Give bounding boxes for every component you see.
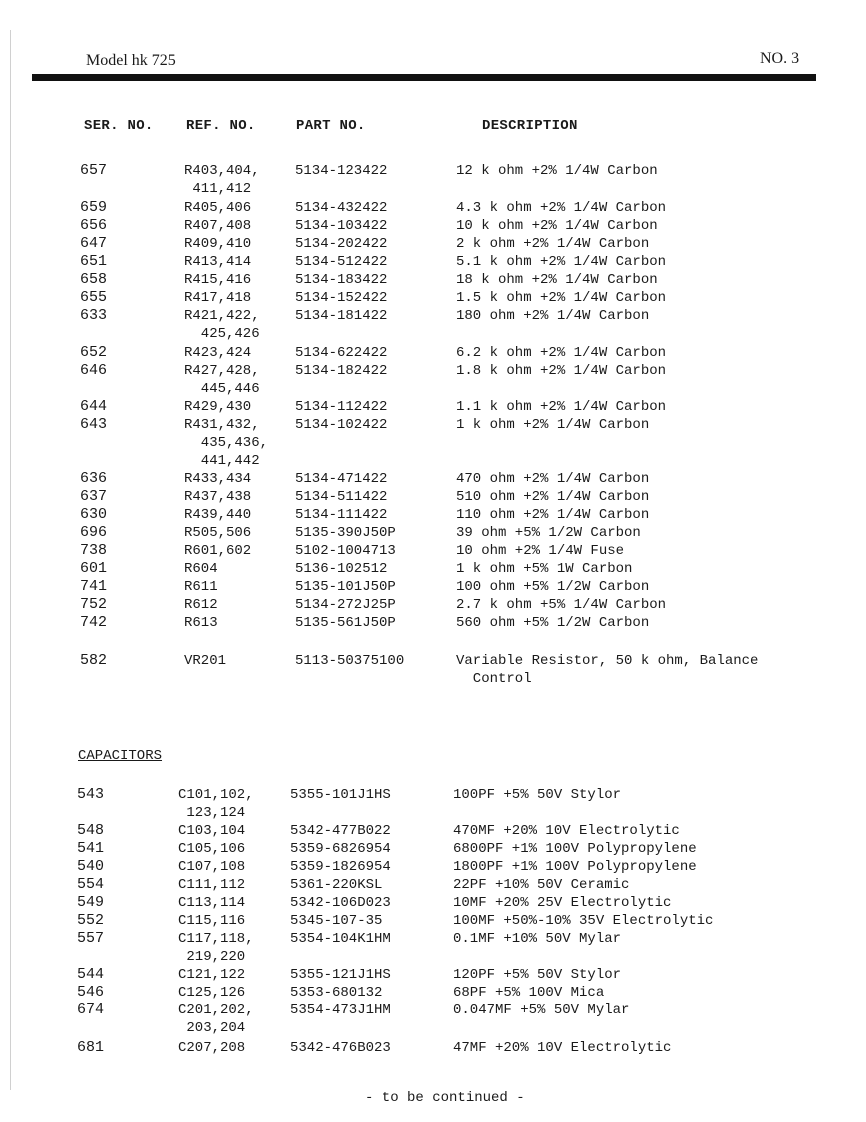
- part-no-cell: 5135-561J50P: [295, 615, 396, 631]
- description-cell: 1 k ohm +5% 1W Carbon: [456, 561, 633, 577]
- part-no-cell: 5342-476B023: [290, 1040, 391, 1056]
- ref-no-cell: R612: [184, 597, 218, 613]
- ser-no-cell: 656: [80, 217, 108, 234]
- ref-no-cell: C113,114: [178, 895, 246, 911]
- ser-no-cell: 752: [80, 596, 108, 613]
- ser-no-cell: 546: [77, 984, 105, 1001]
- ser-no-cell: 681: [77, 1039, 105, 1056]
- ref-no-cell: R421,422, 425,426: [184, 308, 260, 342]
- description-cell: 6800PF +1% 100V Polypropylene: [453, 841, 697, 857]
- description-cell: 560 ohm +5% 1/2W Carbon: [456, 615, 650, 631]
- ser-no-cell: 738: [80, 542, 108, 559]
- description-cell: 10MF +20% 25V Electrolytic: [453, 895, 672, 911]
- description-cell: 120PF +5% 50V Stylor: [453, 967, 622, 983]
- part-no-cell: 5359-6826954: [290, 841, 391, 857]
- ser-no-cell: 696: [80, 524, 108, 541]
- part-no-cell: 5345-107-35: [290, 913, 383, 929]
- part-no-cell: 5135-101J50P: [295, 579, 396, 595]
- ser-no-cell: 674: [77, 1001, 105, 1018]
- ref-no-cell: C201,202, 203,204: [178, 1002, 254, 1036]
- ref-no-cell: C103,104: [178, 823, 246, 839]
- description-cell: 100 ohm +5% 1/2W Carbon: [456, 579, 650, 595]
- ser-no-cell: 658: [80, 271, 108, 288]
- ser-no-cell: 636: [80, 470, 108, 487]
- ref-no-cell: R409,410: [184, 236, 252, 252]
- ref-no-cell: C125,126: [178, 985, 246, 1001]
- description-cell: 22PF +10% 50V Ceramic: [453, 877, 630, 893]
- ser-no-cell: 582: [80, 652, 108, 669]
- ser-no-header: SER. NO.: [84, 118, 154, 134]
- ref-no-cell: R423,424: [184, 345, 252, 361]
- description-cell: 68PF +5% 100V Mica: [453, 985, 605, 1001]
- description-cell: 470 ohm +2% 1/4W Carbon: [456, 471, 650, 487]
- ser-no-cell: 652: [80, 344, 108, 361]
- ref-no-cell: C105,106: [178, 841, 246, 857]
- ref-no-cell: C115,116: [178, 913, 246, 929]
- ser-no-cell: 541: [77, 840, 105, 857]
- header-rule: [32, 74, 816, 81]
- part-no-cell: 5354-473J1HM: [290, 1002, 391, 1018]
- ser-no-cell: 552: [77, 912, 105, 929]
- description-cell: 39 ohm +5% 1/2W Carbon: [456, 525, 641, 541]
- ser-no-cell: 554: [77, 876, 105, 893]
- ref-no-cell: R417,418: [184, 290, 252, 306]
- part-no-cell: 5134-102422: [295, 417, 388, 433]
- description-cell: 1.1 k ohm +2% 1/4W Carbon: [456, 399, 667, 415]
- part-no-cell: 5102-1004713: [295, 543, 396, 559]
- part-no-cell: 5134-183422: [295, 272, 388, 288]
- ref-no-cell: R427,428, 445,446: [184, 363, 260, 397]
- part-no-cell: 5135-390J50P: [295, 525, 396, 541]
- ser-no-cell: 540: [77, 858, 105, 875]
- description-cell: 510 ohm +2% 1/4W Carbon: [456, 489, 650, 505]
- description-cell: 1.5 k ohm +2% 1/4W Carbon: [456, 290, 667, 306]
- description-cell: 10 ohm +2% 1/4W Fuse: [456, 543, 625, 559]
- ser-no-cell: 601: [80, 560, 108, 577]
- ref-no-cell: R439,440: [184, 507, 252, 523]
- ref-no-cell: VR201: [184, 653, 227, 669]
- part-no-header: PART NO.: [296, 118, 366, 134]
- ref-no-cell: R437,438: [184, 489, 252, 505]
- description-cell: 47MF +20% 10V Electrolytic: [453, 1040, 672, 1056]
- ser-no-cell: 646: [80, 362, 108, 379]
- ref-no-cell: R413,414: [184, 254, 252, 270]
- part-no-cell: 5342-106D023: [290, 895, 391, 911]
- ser-no-cell: 651: [80, 253, 108, 270]
- ref-no-cell: R601,602: [184, 543, 252, 559]
- part-no-cell: 5134-471422: [295, 471, 388, 487]
- ref-no-cell: R433,434: [184, 471, 252, 487]
- part-no-cell: 5355-121J1HS: [290, 967, 391, 983]
- ser-no-cell: 741: [80, 578, 108, 595]
- description-cell: 2.7 k ohm +5% 1/4W Carbon: [456, 597, 667, 613]
- ser-no-cell: 655: [80, 289, 108, 306]
- part-no-cell: 5134-182422: [295, 363, 388, 379]
- ref-no-cell: R403,404, 411,412: [184, 163, 260, 197]
- description-cell: 0.1MF +10% 50V Mylar: [453, 931, 622, 947]
- ref-no-cell: R431,432, 435,436, 441,442: [184, 417, 269, 469]
- description-cell: 180 ohm +2% 1/4W Carbon: [456, 308, 650, 324]
- ser-no-cell: 557: [77, 930, 105, 947]
- ref-no-cell: R405,406: [184, 200, 252, 216]
- description-header: DESCRIPTION: [482, 118, 578, 134]
- ref-no-cell: R613: [184, 615, 218, 631]
- part-no-cell: 5342-477B022: [290, 823, 391, 839]
- part-no-cell: 5134-272J25P: [295, 597, 396, 613]
- page-edge: [10, 30, 11, 1090]
- description-cell: 470MF +20% 10V Electrolytic: [453, 823, 680, 839]
- description-cell: 2 k ohm +2% 1/4W Carbon: [456, 236, 650, 252]
- ser-no-cell: 643: [80, 416, 108, 433]
- ref-no-cell: R407,408: [184, 218, 252, 234]
- description-cell: 1800PF +1% 100V Polypropylene: [453, 859, 697, 875]
- description-cell: 5.1 k ohm +2% 1/4W Carbon: [456, 254, 667, 270]
- ref-no-header: REF. NO.: [186, 118, 256, 134]
- description-cell: 1 k ohm +2% 1/4W Carbon: [456, 417, 650, 433]
- ref-no-cell: C101,102, 123,124: [178, 787, 254, 821]
- ser-no-cell: 630: [80, 506, 108, 523]
- ser-no-cell: 659: [80, 199, 108, 216]
- part-no-cell: 5134-181422: [295, 308, 388, 324]
- ref-no-cell: C117,118, 219,220: [178, 931, 254, 965]
- ser-no-cell: 543: [77, 786, 105, 803]
- ser-no-cell: 549: [77, 894, 105, 911]
- part-no-cell: 5113-50375100: [295, 653, 405, 669]
- part-no-cell: 5134-103422: [295, 218, 388, 234]
- ser-no-cell: 544: [77, 966, 105, 983]
- ref-no-cell: C207,208: [178, 1040, 246, 1056]
- ref-no-cell: R505,506: [184, 525, 252, 541]
- description-cell: 100MF +50%-10% 35V Electrolytic: [453, 913, 714, 929]
- ref-no-cell: C107,108: [178, 859, 246, 875]
- description-cell: Variable Resistor, 50 k ohm, Balance Control: [456, 653, 759, 687]
- part-no-cell: 5354-104K1HM: [290, 931, 391, 947]
- ref-no-cell: R604: [184, 561, 218, 577]
- model-title: Model hk 725: [86, 52, 176, 69]
- ser-no-cell: 637: [80, 488, 108, 505]
- part-no-cell: 5134-432422: [295, 200, 388, 216]
- part-no-cell: 5134-511422: [295, 489, 388, 505]
- part-no-cell: 5361-220KSL: [290, 877, 383, 893]
- description-cell: 10 k ohm +2% 1/4W Carbon: [456, 218, 658, 234]
- part-no-cell: 5134-202422: [295, 236, 388, 252]
- ser-no-cell: 647: [80, 235, 108, 252]
- description-cell: 12 k ohm +2% 1/4W Carbon: [456, 163, 658, 179]
- ser-no-cell: 657: [80, 162, 108, 179]
- ref-no-cell: C111,112: [178, 877, 246, 893]
- page-number: NO. 3: [760, 50, 800, 67]
- ser-no-cell: 742: [80, 614, 108, 631]
- ref-no-cell: R415,416: [184, 272, 252, 288]
- description-cell: 100PF +5% 50V Stylor: [453, 787, 622, 803]
- capacitors-section-title: CAPACITORS: [78, 748, 163, 764]
- description-cell: 1.8 k ohm +2% 1/4W Carbon: [456, 363, 667, 379]
- ser-no-cell: 548: [77, 822, 105, 839]
- part-no-cell: 5134-111422: [295, 507, 388, 523]
- ser-no-cell: 644: [80, 398, 108, 415]
- description-cell: 110 ohm +2% 1/4W Carbon: [456, 507, 650, 523]
- part-no-cell: 5134-123422: [295, 163, 388, 179]
- part-no-cell: 5134-622422: [295, 345, 388, 361]
- part-no-cell: 5136-102512: [295, 561, 388, 577]
- description-cell: 0.047MF +5% 50V Mylar: [453, 1002, 630, 1018]
- part-no-cell: 5134-512422: [295, 254, 388, 270]
- description-cell: 18 k ohm +2% 1/4W Carbon: [456, 272, 658, 288]
- part-no-cell: 5134-152422: [295, 290, 388, 306]
- part-no-cell: 5359-1826954: [290, 859, 391, 875]
- part-no-cell: 5355-101J1HS: [290, 787, 391, 803]
- ref-no-cell: R611: [184, 579, 218, 595]
- continued-note: - to be continued -: [365, 1090, 525, 1106]
- part-no-cell: 5353-680132: [290, 985, 383, 1001]
- part-no-cell: 5134-112422: [295, 399, 388, 415]
- description-cell: 6.2 k ohm +2% 1/4W Carbon: [456, 345, 667, 361]
- ser-no-cell: 633: [80, 307, 108, 324]
- description-cell: 4.3 k ohm +2% 1/4W Carbon: [456, 200, 667, 216]
- ref-no-cell: C121,122: [178, 967, 246, 983]
- ref-no-cell: R429,430: [184, 399, 252, 415]
